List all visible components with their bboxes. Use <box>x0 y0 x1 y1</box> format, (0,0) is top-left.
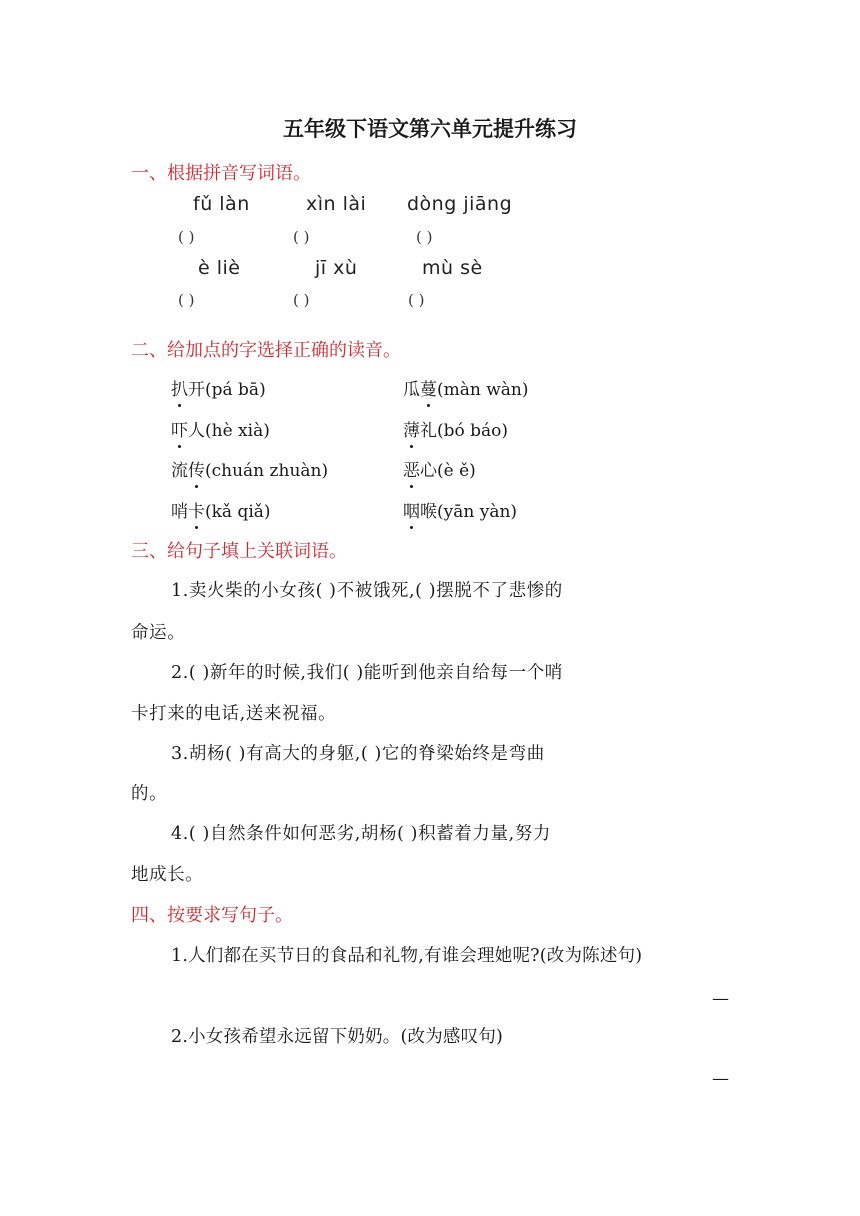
reading-item[interactable]: 扒开(pá bā) <box>171 375 266 400</box>
reading-item[interactable]: 哨卡(kǎ qiǎ) <box>171 497 271 522</box>
answer-blank-3[interactable]: ( ) <box>416 228 433 246</box>
rewrite-question-2: 2.小女孩希望永远留下奶奶。(改为感叹句) <box>171 1027 504 1047</box>
sentence-3-cont: 的。 <box>131 784 168 804</box>
reading-item[interactable]: 流传(chuán zhuàn) <box>171 456 328 481</box>
section-4-heading: 四、按要求写句子。 <box>131 905 293 926</box>
pinyin-1: fǔ làn <box>193 193 250 215</box>
pinyin-3: dòng jiāng <box>407 193 513 215</box>
pinyin-6: mù sè <box>422 257 483 279</box>
pinyin-5: jī xù <box>315 257 358 279</box>
pinyin-4: è liè <box>198 257 241 279</box>
answer-line-1[interactable]: — <box>712 989 729 1009</box>
pinyin-2: xìn lài <box>306 193 367 215</box>
sentence-2-cont: 卡打来的电话,送来祝福。 <box>131 704 337 724</box>
sentence-4: 4.( )自然条件如何恶劣,胡杨( )积蓄着力量,努力 <box>171 824 551 844</box>
answer-blank-6[interactable]: ( ) <box>408 291 425 309</box>
section-3-heading: 三、给句子填上关联词语。 <box>131 541 347 562</box>
sentence-3: 3.胡杨( )有高大的身躯,( )它的脊梁始终是弯曲 <box>171 744 545 764</box>
reading-item[interactable]: 吓人(hè xià) <box>171 416 270 441</box>
section-1-heading: 一、根据拼音写词语。 <box>131 163 311 184</box>
answer-blank-2[interactable]: ( ) <box>293 228 310 246</box>
answer-blank-1[interactable]: ( ) <box>178 228 195 246</box>
sentence-4-cont: 地成长。 <box>131 865 204 885</box>
sentence-1-cont: 命运。 <box>131 623 186 643</box>
rewrite-question-1: 1.人们都在买节日的食品和礼物,有谁会理她呢?(改为陈述句) <box>171 946 643 966</box>
reading-item[interactable]: 恶心(è ě) <box>403 456 476 481</box>
reading-item[interactable]: 薄礼(bó báo) <box>403 416 508 441</box>
section-2-heading: 二、给加点的字选择正确的读音。 <box>131 340 401 361</box>
reading-item[interactable]: 咽喉(yān yàn) <box>403 497 517 522</box>
answer-blank-4[interactable]: ( ) <box>178 291 195 309</box>
sentence-2: 2.( )新年的时候,我们( )能听到他亲自给每一个哨 <box>171 663 563 683</box>
answer-blank-5[interactable]: ( ) <box>293 291 310 309</box>
sentence-1: 1.卖火柴的小女孩( )不被饿死,( )摆脱不了悲惨的 <box>171 581 563 601</box>
reading-item[interactable]: 瓜蔓(màn wàn) <box>403 375 529 400</box>
page-title: 五年级下语文第六单元提升练习 <box>283 116 577 141</box>
answer-line-2[interactable]: — <box>712 1069 729 1089</box>
